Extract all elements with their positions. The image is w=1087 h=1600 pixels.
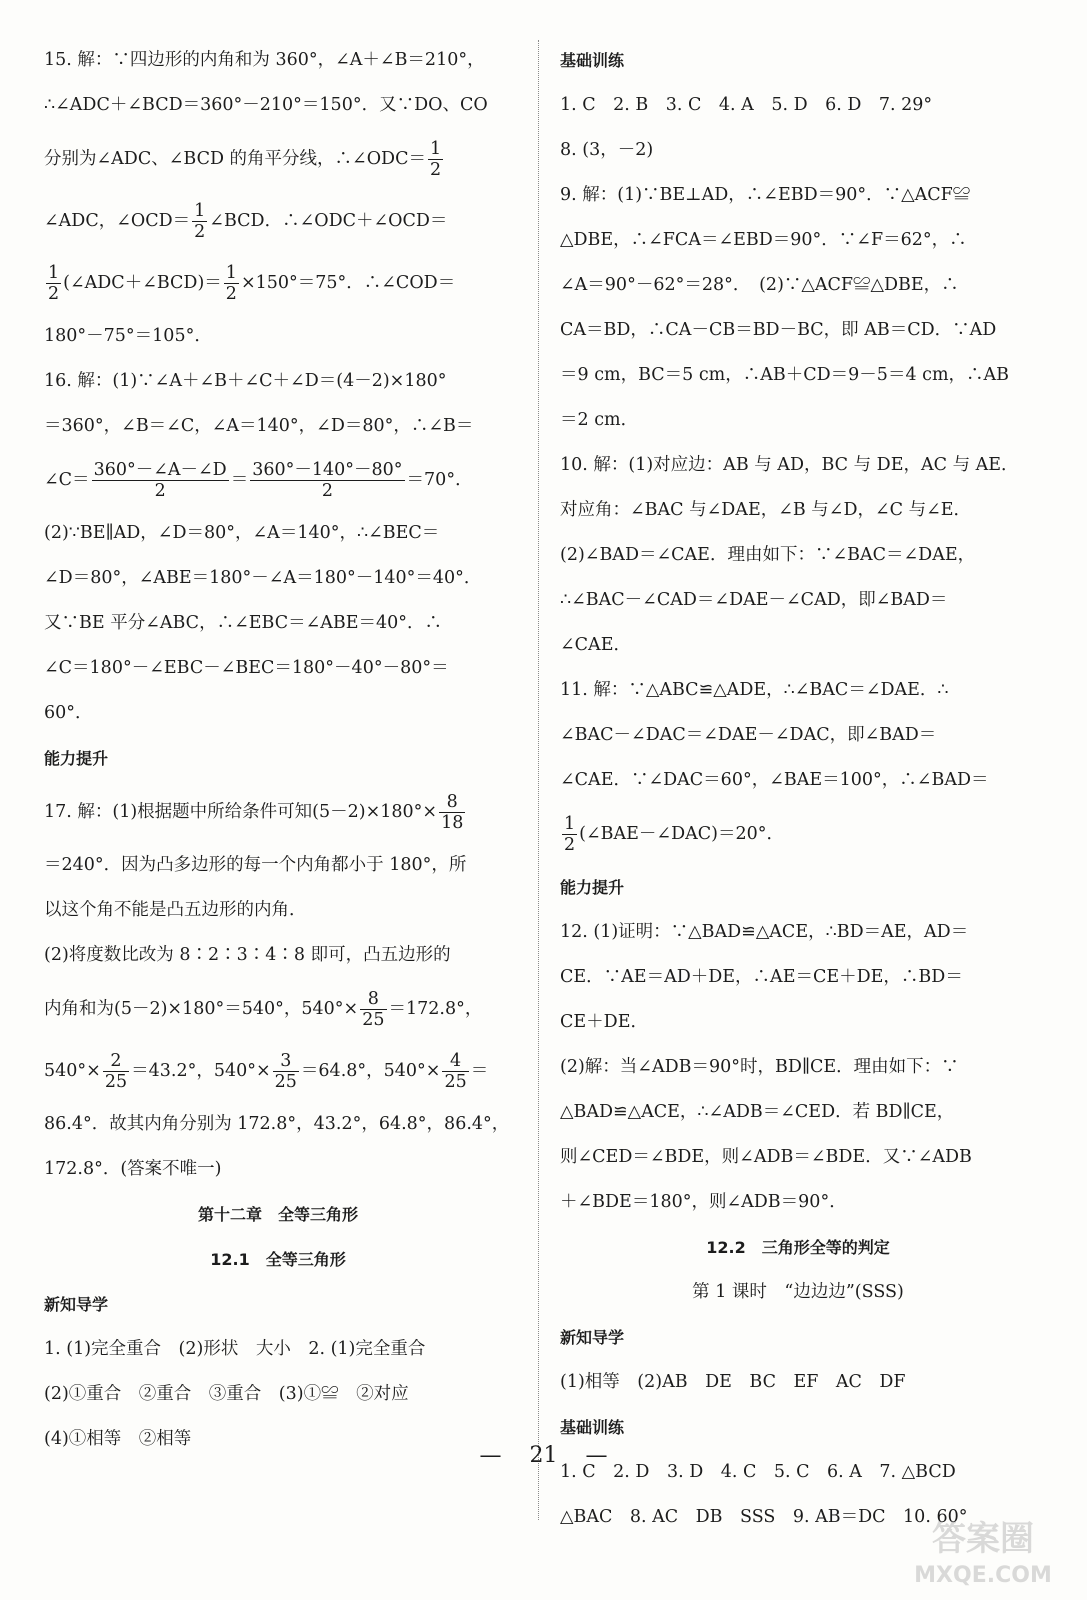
right-text-line <box>560 443 1036 488</box>
page-number-dash-left: — <box>479 1443 502 1468</box>
text-segment: 60°． <box>44 703 93 723</box>
text-segment: (2)解：当∠ADB＝90°时，BD∥CE．理由如下：∵ <box>560 1057 959 1077</box>
text-segment: CE＋DE． <box>560 1012 648 1032</box>
text-segment: 17. 解：(1)根据题中所给条件可知(5－2)×180°× <box>44 802 438 822</box>
fraction <box>103 1051 129 1092</box>
text-segment: 基础训练 <box>560 1418 625 1437</box>
fraction-numerator: 1 <box>429 139 442 159</box>
left-text-line <box>44 736 512 781</box>
text-segment: 新知导学 <box>44 1295 109 1314</box>
right-text-line <box>560 1135 1036 1180</box>
text-segment: ∠D＝80°，∠ABE＝180°－∠A＝180°－140°＝40°． <box>44 568 482 588</box>
fraction-numerator: 8 <box>360 989 386 1010</box>
text-segment: (∠BAE－∠DAC)＝20°． <box>579 824 784 844</box>
text-segment: 能力提升 <box>560 878 625 897</box>
text-segment: 9. 解：(1)∵BE⊥AD，∴∠EBD＝90°．∵△ACF≌ <box>560 185 971 205</box>
fraction-numerator: 1 <box>48 263 60 283</box>
fraction <box>192 201 207 242</box>
fraction-numerator: 1 <box>564 814 576 834</box>
text-segment: CA＝BD，∴CA－CB＝BD－BC，即 AB＝CD．∵AD <box>560 320 997 340</box>
right-text-line <box>560 758 1036 803</box>
text-segment: 15. 解：∵四边形的内角和为 360°，∠A＋∠B＝210°， <box>44 50 485 70</box>
left-text-line <box>44 511 512 556</box>
right-text-line <box>560 83 1036 128</box>
right-text-line <box>560 1180 1036 1225</box>
text-segment: ∠BAC－∠DAC＝∠DAE－∠DAC，即∠BAD＝ <box>560 725 937 745</box>
text-segment: ＝ <box>470 1061 489 1081</box>
right-text-line <box>560 488 1036 533</box>
left-text-line <box>44 1237 512 1282</box>
left-text-line <box>44 1327 512 1372</box>
right-text-line <box>560 910 1036 955</box>
binding-edge-mark <box>2 70 8 130</box>
left-text-line <box>44 359 512 404</box>
text-segment: 新知导学 <box>560 1328 625 1347</box>
text-segment: 对应角：∠BAC 与∠DAE，∠B 与∠D，∠C 与∠E． <box>560 500 972 520</box>
left-text-line <box>44 449 512 511</box>
fraction <box>92 460 229 501</box>
right-text-line <box>560 1270 1036 1315</box>
left-text-line <box>44 128 512 190</box>
fraction <box>439 792 465 833</box>
text-segment: ＋∠BDE＝180°，则∠ADB＝90°． <box>560 1192 847 1212</box>
right-text-line <box>560 173 1036 218</box>
text-segment: 12.2 三角形全等的判定 <box>706 1238 890 1257</box>
left-text-line <box>44 1282 512 1327</box>
left-text-line <box>44 646 512 691</box>
right-text-line <box>560 803 1036 865</box>
right-text-line <box>560 263 1036 308</box>
left-text-line <box>44 691 512 736</box>
text-segment: ∴∠ADC＋∠BCD＝360°－210°＝150°．又∵DO、CO <box>44 95 488 115</box>
text-segment: ∠C＝ <box>44 470 90 490</box>
left-text-line <box>44 38 512 83</box>
page-number <box>0 1443 1087 1468</box>
right-text-line <box>560 1045 1036 1090</box>
fraction <box>442 1051 468 1092</box>
text-segment: ∠C＝180°－∠EBC－∠BEC＝180°－40°－80°＝ <box>44 658 449 678</box>
text-segment: 第 1 课时 “边边边”(SSS) <box>692 1282 904 1302</box>
right-text-line <box>560 1225 1036 1270</box>
fraction-denominator: 2 <box>429 160 442 180</box>
text-segment: ＝240°．因为凸多边形的每一个内角都小于 180°，所 <box>44 855 467 875</box>
text-segment: (2)∵BE∥AD，∠D＝80°，∠A＝140°，∴∠BEC＝ <box>44 523 440 543</box>
fraction <box>273 1051 299 1092</box>
left-text-line <box>44 978 512 1040</box>
right-text-line <box>560 398 1036 443</box>
fraction <box>224 263 239 304</box>
fraction-denominator: 2 <box>225 284 237 304</box>
left-text-line <box>44 1372 512 1417</box>
left-text-line <box>44 933 512 978</box>
text-segment: (2)①重合 ②重合 ③重合 (3)①≌ ②对应 <box>44 1384 409 1404</box>
left-column <box>44 38 512 1462</box>
left-text-line <box>44 601 512 646</box>
left-text-line <box>44 888 512 933</box>
text-segment: ＝70°． <box>406 470 473 490</box>
right-text-line <box>560 955 1036 1000</box>
fraction-denominator: 2 <box>321 481 333 501</box>
fraction <box>250 460 404 501</box>
fraction-numerator: 2 <box>103 1051 129 1072</box>
text-segment: ＝172.8°， <box>388 999 483 1019</box>
fraction-numerator: 3 <box>273 1051 299 1072</box>
text-segment: ∠A＝90°－62°＝28°． (2)∵△ACF≌△DBE，∴ <box>560 275 959 295</box>
text-segment: ∠ADC，∠OCD＝ <box>44 211 191 231</box>
watermark-logo-text: 答案圈 <box>932 1519 1034 1559</box>
right-text-line <box>560 38 1036 83</box>
right-text-line <box>560 1360 1036 1405</box>
left-text-line <box>44 314 512 359</box>
right-text-line <box>560 353 1036 398</box>
text-segment: ＝ <box>230 470 249 490</box>
fraction-numerator: 360°－∠A－∠D <box>93 460 227 480</box>
fraction-denominator: 25 <box>362 1010 385 1030</box>
text-segment: CE．∵AE＝AD＋DE，∴AE＝CE＋DE，∴BD＝ <box>560 967 963 987</box>
text-segment: 内角和为(5－2)×180°＝540°，540°× <box>44 999 359 1019</box>
fraction <box>46 263 61 304</box>
text-segment: ∴∠BAC－∠CAD＝∠DAE－∠CAD，即∠BAD＝ <box>560 590 948 610</box>
fraction <box>360 989 386 1030</box>
text-segment: ×150°＝75°．∴∠COD＝ <box>240 273 456 293</box>
text-segment: 10. 解：(1)对应边：AB 与 AD，BC 与 DE，AC 与 AE． <box>560 455 1019 475</box>
fraction-denominator: 25 <box>104 1072 128 1092</box>
left-text-line <box>44 1102 512 1147</box>
text-segment: 8. (3，－2) <box>560 140 654 160</box>
right-text-line <box>560 533 1036 578</box>
text-segment: △BAC 8. AC DB SSS 9. AB＝DC 10. 60° <box>560 1507 968 1527</box>
right-text-line <box>560 713 1036 758</box>
fraction-denominator: 2 <box>154 481 166 501</box>
watermark-logo <box>895 1510 1073 1592</box>
right-column <box>560 38 1036 1540</box>
text-segment: ∠CAE． <box>560 635 631 655</box>
text-segment: ＝360°，∠B＝∠C，∠A＝140°，∠D＝80°，∴∠B＝ <box>44 416 474 436</box>
fraction-numerator: 4 <box>442 1051 468 1072</box>
text-segment: ＝64.8°，540°× <box>300 1061 441 1081</box>
text-segment: 86.4°．故其内角分别为 172.8°，43.2°，64.8°，86.4°， <box>44 1114 510 1134</box>
text-segment: 12. (1)证明：∵△BAD≌△ACE，∴BD＝AE，AD＝ <box>560 922 969 942</box>
left-text-line <box>44 1147 512 1192</box>
page-number-value: 21 <box>529 1443 558 1468</box>
text-segment: 以这个角不能是凸五边形的内角． <box>44 900 307 920</box>
fraction-denominator: 2 <box>194 222 206 242</box>
text-segment: 1. C 2. D 3. D 4. C 5. C 6. A 7. △BCD <box>560 1462 956 1482</box>
fraction <box>562 814 577 855</box>
fraction-numerator: 1 <box>225 263 237 283</box>
text-segment: 又∵BE 平分∠ABC，∴∠EBC＝∠ABE＝40°．∴ <box>44 613 443 633</box>
fraction-denominator: 25 <box>274 1072 297 1092</box>
left-text-line <box>44 404 512 449</box>
text-segment: 180°－75°＝105°． <box>44 326 212 346</box>
fraction-numerator: 1 <box>194 201 206 221</box>
text-segment: ∠BCD．∴∠ODC＋∠OCD＝ <box>209 211 448 231</box>
right-text-line <box>560 668 1036 713</box>
page-number-dash-right: — <box>585 1443 608 1468</box>
left-text-line <box>44 1192 512 1237</box>
text-segment: ∠CAE．∵∠DAC＝60°，∠BAE＝100°，∴∠BAD＝ <box>560 770 989 790</box>
text-segment: 分别为∠ADC、∠BCD 的角平分线，∴∠ODC＝ <box>44 149 426 169</box>
right-text-line <box>560 1000 1036 1045</box>
left-text-line <box>44 83 512 128</box>
left-text-line <box>44 252 512 314</box>
text-segment: 16. 解：(1)∵∠A＋∠B＋∠C＋∠D＝(4－2)×180° <box>44 371 447 391</box>
right-text-line <box>560 578 1036 623</box>
right-text-line <box>560 128 1036 173</box>
fraction-denominator: 18 <box>441 813 464 833</box>
text-segment: 11. 解：∵△ABC≌△ADE，∴∠BAC＝∠DAE．∴ <box>560 680 949 700</box>
text-segment: 540°× <box>44 1061 101 1081</box>
right-text-line <box>560 1315 1036 1360</box>
fraction-numerator: 360°－140°－80° <box>252 460 403 480</box>
text-segment: 能力提升 <box>44 749 109 768</box>
text-segment: ＝9 cm，BC＝5 cm，∴AB＋CD＝9－5＝4 cm，∴AB <box>560 365 1010 385</box>
text-segment: 则∠CED＝∠BDE，则∠ADB＝∠BDE．又∵∠ADB <box>560 1147 972 1167</box>
right-text-line <box>560 308 1036 353</box>
watermark-url: MXQE.COM <box>914 1563 1052 1588</box>
fraction-denominator: 2 <box>48 284 60 304</box>
fraction-numerator: 8 <box>439 792 465 813</box>
text-segment: 12.1 全等三角形 <box>210 1250 346 1269</box>
left-text-line <box>44 190 512 252</box>
text-segment: △BAD≌△ACE，∴∠ADB＝∠CED．若 BD∥CE， <box>560 1102 955 1122</box>
text-segment: (4)①相等 ②相等 <box>44 1429 192 1449</box>
text-segment: (2)∠BAD＝∠CAE．理由如下：∵∠BAC＝∠DAE， <box>560 545 976 565</box>
text-segment: (∠ADC＋∠BCD)＝ <box>63 273 222 293</box>
left-text-line <box>44 1040 512 1102</box>
text-segment: 第十二章 全等三角形 <box>197 1205 358 1224</box>
right-text-line <box>560 218 1036 263</box>
text-segment: 172.8°．(答案不唯一) <box>44 1159 222 1179</box>
text-segment: 基础训练 <box>560 51 625 70</box>
column-divider <box>538 40 539 1520</box>
text-segment: ＝2 cm． <box>560 410 639 430</box>
fraction-denominator: 2 <box>564 835 576 855</box>
text-segment: (1)相等 (2)AB DE BC EF AC DF <box>560 1372 906 1392</box>
left-text-line <box>44 781 512 843</box>
fraction-denominator: 25 <box>444 1072 467 1092</box>
right-text-line <box>560 623 1036 668</box>
text-segment: 1. C 2. B 3. C 4. A 5. D 6. D 7. 29° <box>560 95 933 115</box>
text-segment: (2)将度数比改为 8∶2∶3∶4∶8 即可，凸五边形的 <box>44 945 451 965</box>
left-text-line <box>44 843 512 888</box>
text-segment: △DBE，∴∠FCA＝∠EBD＝90°．∵∠F＝62°，∴ <box>560 230 967 250</box>
right-text-line <box>560 1090 1036 1135</box>
text-segment: ＝43.2°，540°× <box>131 1061 271 1081</box>
fraction <box>428 139 443 180</box>
right-text-line <box>560 865 1036 910</box>
text-segment: 1. (1)完全重合 (2)形状 大小 2. (1)完全重合 <box>44 1339 426 1359</box>
left-text-line <box>44 556 512 601</box>
